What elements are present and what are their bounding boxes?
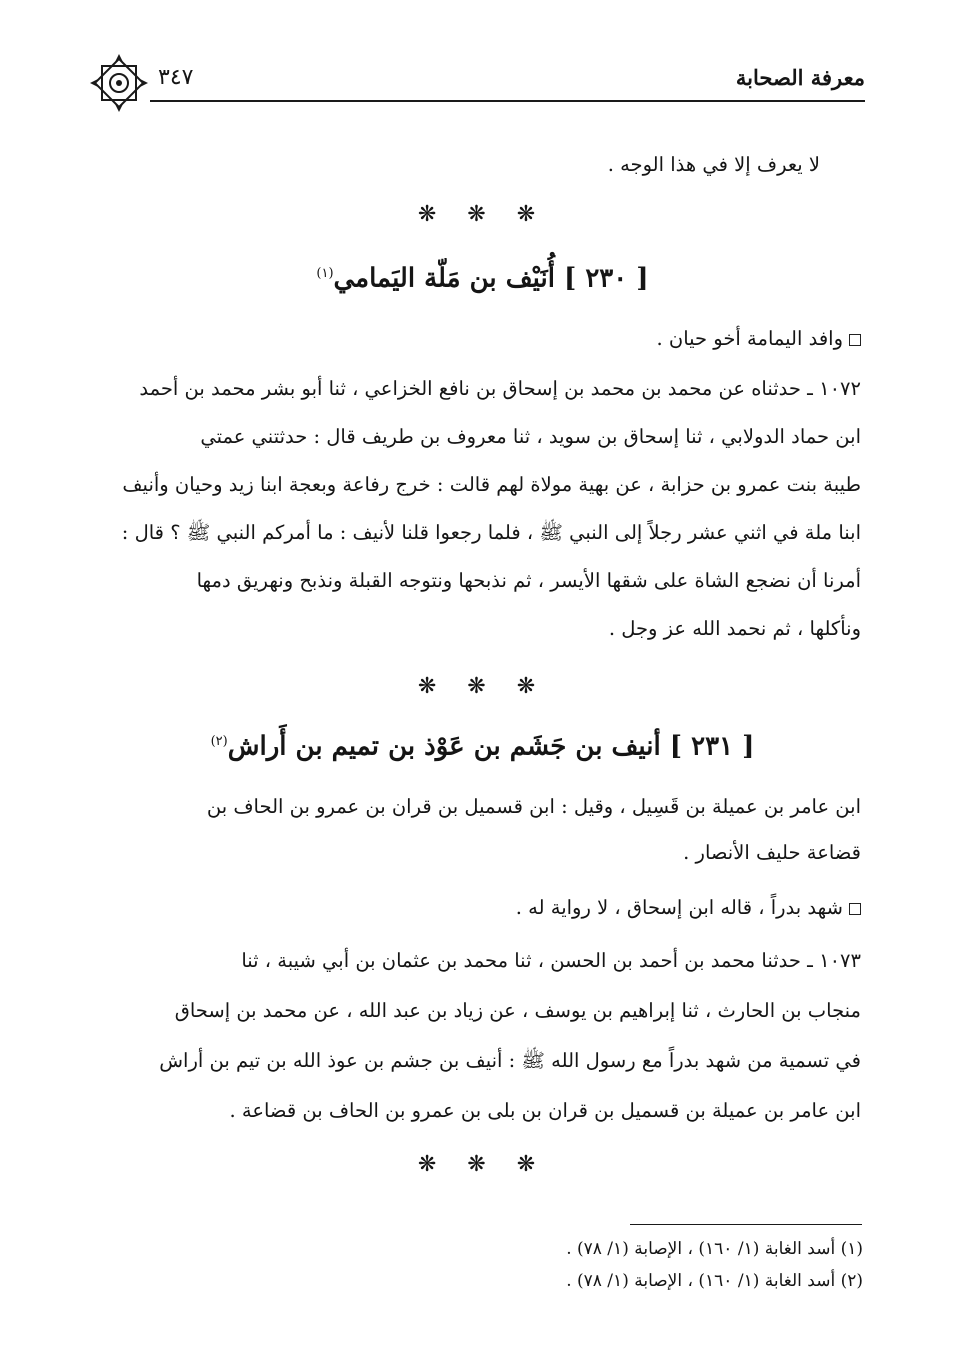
footnote-rule <box>630 1224 862 1225</box>
entry-231-note-text: شهد بدراً ، قاله ابن إسحاق ، لا رواية له . <box>515 896 843 919</box>
square-marker-icon <box>849 334 861 346</box>
entry-231-note <box>516 893 861 923</box>
header-rule <box>150 100 865 102</box>
square-marker-icon <box>849 903 861 915</box>
hadith-1072-line: أمرنا أن نضجع الشاة على شقها الأيسر ، ثم نذبحها ونتوجه القبلة ونذبح ونهريق دمها <box>196 569 861 592</box>
entry-231-lineage-line: قضاعة حليف الأنصار . <box>683 841 861 864</box>
opening-line: لا يعرف إلا في هذا الوجه . <box>607 153 820 176</box>
hadith-1072-line: طيبة بنت عمرو بن حزابة ، عن بهية مولاة لهم قالت : خرج رفاعة وبعجة ابنا زيد وحيان وأنيف <box>122 473 861 496</box>
entry-230-heading <box>0 254 965 299</box>
hadith-1073-line: ابن عامر بن عميلة بن قسميل بن قران بن بلى بن عمرو بن الحاف بن قضاعة . <box>229 1099 861 1122</box>
hadith-1073-line: في تسمية من شهد بدراً مع رسول الله ﷺ : أنيف بن جشم بن عوذ الله بن تيم بن أراش <box>159 1049 861 1072</box>
ornament-icon <box>88 52 150 114</box>
hadith-1073-line: منجاب بن الحارث ، ثنا إبراهيم بن يوسف ، عن زياد بن عبد الله ، عن محمد بن إسحاق <box>174 999 861 1022</box>
hadith-1072-line: ابن حماد الدولابي ، ثنا إسحاق بن سويد ، ثنا معروف بن طريف قال : حدثتني عمتي <box>200 425 861 448</box>
entry-231-lineage-line: ابن عامر بن عميلة بن قَسِيل ، وقيل : ابن قسميل بن قران بن عمرو بن الحاف بن <box>206 795 861 818</box>
footnote-ref-2: (٢) <box>210 734 228 749</box>
entry-231-heading <box>0 722 965 767</box>
footnote-2: (٢) أسد الغابة (١/ ١٦٠) ، الإصابة (١/ ٧٨) . <box>566 1271 863 1291</box>
separator-stars: ❋ ❋ ❋ <box>417 674 548 699</box>
entry-231-title: [ ٢٣١ ] أنيف بن جَشَم بن عَوْذ بن تميم بن أَراش <box>227 731 755 762</box>
hadith-1073-line: ١٠٧٣ ـ حدثنا محمد بن أحمد بن الحسن ، ثنا محمد بن عثمان بن أبي شيبة ، ثنا <box>241 949 861 972</box>
separator-stars: ❋ ❋ ❋ <box>417 1152 548 1177</box>
entry-230-note <box>657 324 862 354</box>
footnote-ref-1: (١) <box>316 266 334 281</box>
separator-stars: ❋ ❋ ❋ <box>417 202 548 227</box>
entry-230-title: [ ٢٣٠ ] أُنَيْف بن مَلّة اليَمامي <box>333 263 649 294</box>
hadith-1072-line: ١٠٧٢ ـ حدثناه عن محمد بن محمد بن إسحاق بن نافع الخزاعي ، ثنا أبو بشر محمد بن أحمد <box>139 377 861 400</box>
footnote-1: (١) أسد الغابة (١/ ١٦٠) ، الإصابة (١/ ٧٨) . <box>566 1239 863 1259</box>
hadith-1072-line: ابنا ملة في اثني عشر رجلاً إلى النبي ﷺ ، فلما رجعوا قلنا لأنيف : ما أمركم النبي ﷺ ؟ قال : <box>121 521 861 544</box>
page-number: ٣٤٧ <box>158 65 194 90</box>
entry-230-note-text: وافد اليمامة أخو حيان . <box>656 327 843 350</box>
hadith-1072-line: ونأكلها ، ثم نحمد الله عز وجل . <box>608 617 861 640</box>
running-title: معرفة الصحابة <box>735 65 865 90</box>
